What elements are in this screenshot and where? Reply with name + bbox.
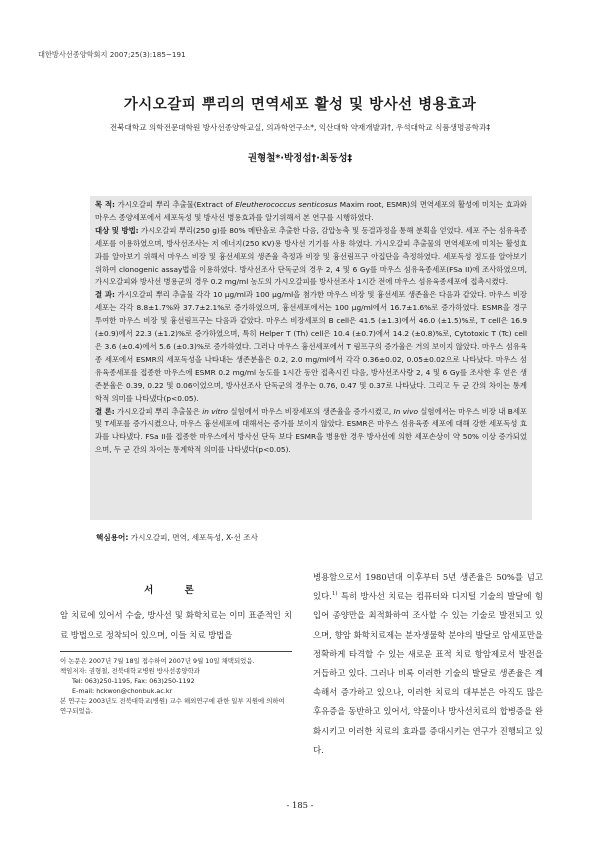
- contact-email: E-mail: hckwon@chonbuk.ac.kr: [72, 687, 173, 695]
- received-note: 이 논문은 2007년 7월 18일 접수하여 2007년 9월 10일 채택되었음.: [60, 657, 255, 665]
- page-number: - 185 -: [286, 800, 314, 810]
- results-label: 결 과:: [95, 290, 115, 300]
- footnotes: [60, 656, 292, 716]
- introduction-right-text: [313, 568, 543, 760]
- methods-label: 대상 및 방법:: [95, 225, 139, 235]
- keywords-label: 핵심용어:: [96, 533, 129, 542]
- abstract-purpose: [95, 199, 527, 225]
- funding-note: 본 연구는 2003년도 전북대학교(병원) 교수 해외연구에 관한 일부 지원에 의하여 연구되었음.: [60, 697, 285, 715]
- conclusion-text-2: 실험에서 마우스 비장세포의 생존율을 증가시켰고,: [228, 406, 394, 416]
- abstract-conclusion: [95, 406, 527, 458]
- results-text: 가시오갈피 뿌리 추출물 각각 10 μg/ml과 100 μg/ml을 첨가한 마우스 비장 및 흉선세포 생존율은 다음과 같았다. 마우스 비장세포는 각각 8.8±1.7%와 37.7±2.1%로 증가하였으며, 흉선세포에서는 100 μg/ml에서 16.7±1.6%로 증가하였다. ESMR을 경구 투여한 마우스 비장 및 흉선림프구는 다음과 같았다. 마우스 비장세포의 B cell은 41.5 (±1.3)에서 46.0 (±1.5)%로, T cell은 16.9 (±0.9)에서 22.3 (±1.2)%로 증가하였으며, 특히 Helper T (Th) cell은 10.4 (±0.7)에서 14.2 (±0.8)%로, Cytotoxic T (Tc) cell은 3.6 (±0.4)에서 5.6 (±0.3)%로 증가하였다. 그러나 마우스 흉선세포에서 T 림프구의 증가율은 거의 보이지 않았다. 마우스 섬유육종 세포에서 ESMR의 세포독성을 나타내는 생존분율은 0.2, 2.0 mg/ml에서 각각 0.36±0.02, 0.05±0.02으로 나타났다. 마우스 섬유육종세포를 접종한 마우스에 ESMR 0.2 mg/ml 농도를 1시간 동안 접촉시킨 다음, 방사선조사량 2, 4 및 6 Gy를 조사한 후 얻은 생존분율은 0.39, 0.22 및 0.06이었으며, 방사선조사 단독군의 경우는 0.76, 0.47 및 0.37로 나타났다. 그리고 두 군 간의 차이는 통계학적 의미를 나타냈다(p<0.05).: [95, 290, 528, 403]
- conclusion-text-1: 가시오갈피 뿌리 추출물은: [114, 406, 203, 416]
- contact-tel: Tel: 063)250-1195, Fax: 063)250-1192: [72, 677, 195, 685]
- keywords-text: 가시오갈피, 면역, 세포독성, X-선 조사: [128, 533, 258, 542]
- purpose-text: 가시오갈피 뿌리 추출물(Extract of: [114, 200, 236, 209]
- corresponding-author: 책임저자: 권형철, 전북대학교병원 방사선종양학과: [60, 667, 200, 675]
- abstract-box: [90, 196, 532, 520]
- conclusion-label: 결 론:: [95, 406, 115, 416]
- reference-marker: 1): [331, 591, 338, 598]
- methods-text: 가시오갈피 뿌리(250 g)를 80% 메탄올로 추출한 다음, 감압농축 및 동결과정을 통해 분획을 얻었다. 세포 주는 섬유육종세포를 이용하였으며, 방사선조사는 저 에너지(250 KV)용 방사선 기기를 사용 하였다. 가시오갈피 추출물의 면역세포에 미치는 활성효과를 알아보기 위해서 마우스 비장 및 흉선세포의 생존율 측정과 비장 및 흉선림프구 아집단을 측정하였다. 세포독성 정도를 알아보기 위하여 clonogenic assay법을 이용하였다. 방사선조사 단독군의 경우 2, 4 및 6 Gy를 마우스 섬유육종세포(FSa II)에 조사하였으며, 가시오갈피와 방사선 병용군의 경우 0.2 mg/ml 농도의 가시오갈피를 방사선조사 1시간 전에 마우스 섬유육종세포에 접촉시켰다.: [95, 225, 528, 287]
- right-text-1: 병용함으로서 1980년대 이후부터 5년 생존율은 50%를 넘고 있다.: [313, 572, 543, 602]
- right-text-2: 특히 방사선 치료는 컴퓨터와 디지털 기술의 발달에 힘입어 종양만을 최적화하여 조사할 수 있는 기술로 발전되고 있으며, 향암 화학치료제는 분자생물학 분야의 발달로 암세포만을 정확하게 타격할 수 있는 새로운 표적 치료 항암제로서 발전을 거듭하고 있다. 그러나 비록 이러한 기술의 발달로 생존율은 계속해서 증가하고 있으나, 이러한 치료의 대부분은 아직도 많은 후유증을 동반하고 있어서, 약물이나 방사선치료의 합병증을 완화시키고 이러한 치료의 효과를 증대시키는 연구가 진행되고 있다.: [313, 591, 543, 755]
- footnote-divider: [60, 651, 292, 652]
- purpose-label: 목 적:: [95, 200, 115, 209]
- paper-title: 가시오갈피 뿌리의 면역세포 활성 및 방사선 병용효과: [123, 97, 477, 113]
- authors: 권형철*·박정섭†·최동성‡: [247, 153, 353, 164]
- in-vitro-term: in vitro: [202, 406, 229, 416]
- introduction-left-text: 암 치료에 있어서 수술, 방사선 및 화학치료는 이미 표준적인 치료 방법으로 정착되어 있으며, 이들 치료 방법을: [60, 610, 292, 640]
- purpose-text-2: Maxim root, ESMR)의 면역세포의 활성에 미치는 효과와 마우스 종양세포에서 세포독성 및 방사선 병용효과를 알기위해서 본 연구를 시행하였다.: [95, 200, 528, 222]
- abstract-results: [95, 289, 527, 405]
- keywords: [96, 532, 258, 543]
- species-name: Eleutherococcus senticosus: [235, 200, 338, 209]
- abstract-methods: [95, 225, 527, 290]
- introduction-heading: 서 론: [144, 585, 208, 596]
- in-vivo-term: In vivo: [393, 406, 418, 416]
- left-column: [60, 578, 292, 716]
- right-column: [313, 568, 543, 760]
- affiliations: 전북대학교 의학전문대학원 방사선종양학교실, 의과학연구소*, 익산대학 약재개발과†, 우석대학교 식품생명공학과‡: [109, 123, 491, 132]
- conclusion-text-3: 실험에서는 마우스 비장 내 B세포 및 T세포를 증가시켰으나, 마우스 흉선세포에 대해서는 증가를 보이지 않았다. ESMR은 마우스 섬유육종 세포에 대해 강한 세포독성 효과를 나타냈다. FSa II를 접종한 마우스에서 방사선 단독 보다 ESMR을 병용한 경우 방사선에 의한 세포손상이 약 50% 이상 증가되었으며, 두 군 간의 차이는 통계학적 의미를 나타냈다(p<0.05).: [95, 406, 528, 455]
- journal-citation: 대한방사선종양학회지 2007;25(3):185~191: [38, 50, 186, 59]
